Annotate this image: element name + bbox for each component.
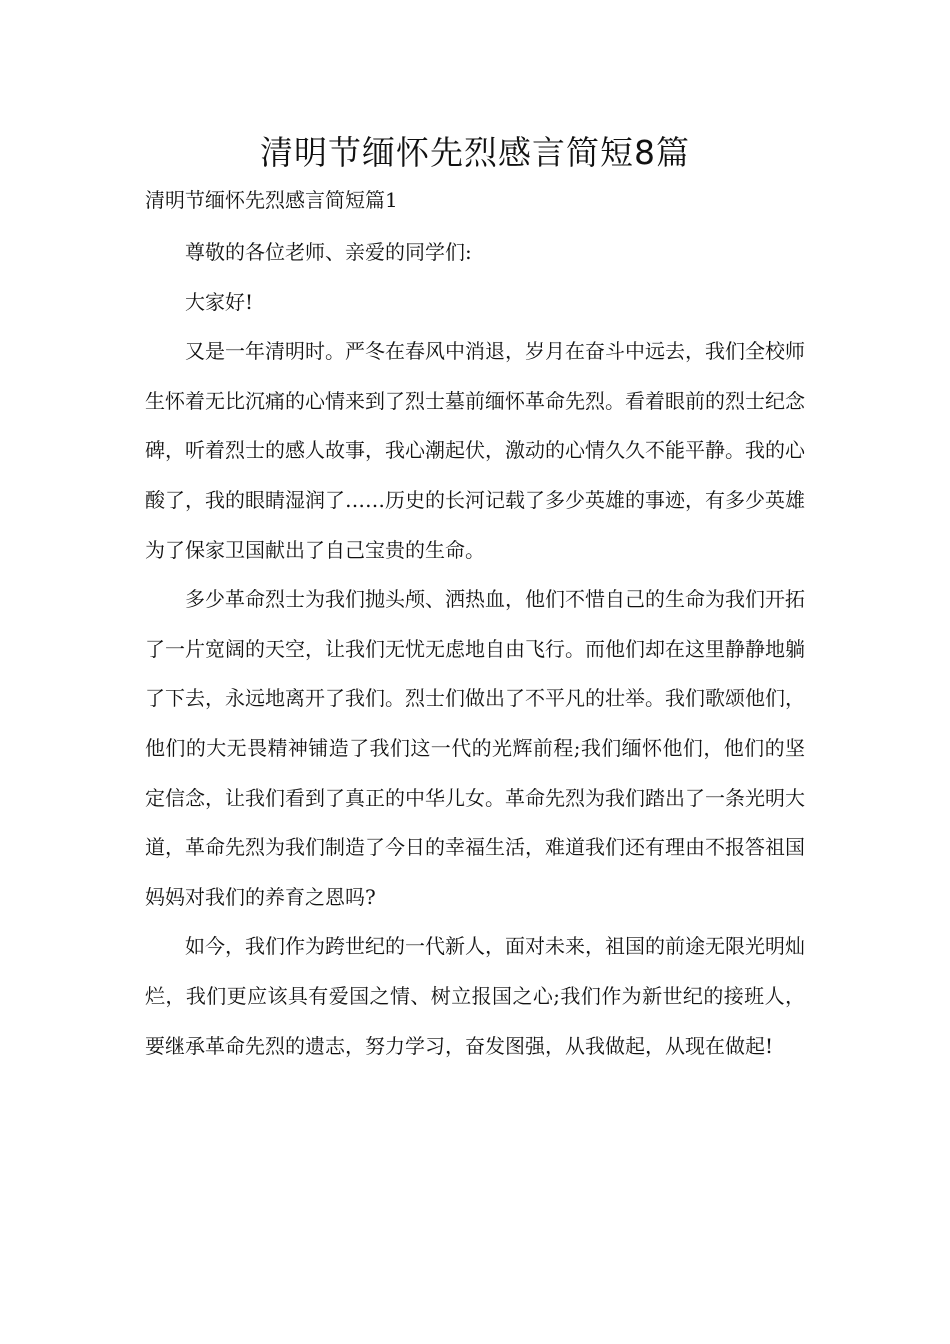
paragraph-3: 如今，我们作为跨世纪的一代新人，面对未来，祖国的前途无限光明灿烂，我们更应该具有爱国之情、树立报国之心;我们作为新世纪的接班人，要继承革命先烈的遗志，努力学习，奋发图强，从我做起，从现在做起! [145,934,805,1058]
paragraph-1: 又是一年清明时。严冬在春风中消退，岁月在奋斗中远去，我们全校师生怀着无比沉痛的心情来到了烈士墓前缅怀革命先烈。看着眼前的烈士纪念碑，听着烈士的感人故事，我心潮起伏，激动的心情久久不能平静。我的心酸了，我的眼睛湿润了……历史的长河记载了多少英雄的事迹，有多少英雄为了保家卫国献出了自己宝贵的生命。 [145,339,805,562]
section-heading: 清明节缅怀先烈感言简短篇1 [145,188,398,212]
paragraph-greeting: 尊敬的各位老师、亲爱的同学们: [185,240,472,264]
document-body [145,228,805,1071]
paragraph-2: 多少革命烈士为我们抛头颅、洒热血，他们不惜自己的生命为我们开拓了一片宽阔的天空，让我们无忧无虑地自由飞行。而他们却在这里静静地躺了下去，永远地离开了我们。烈士们做出了不平凡的壮举。我们歌颂他们，他们的大无畏精神铺造了我们这一代的光辉前程;我们缅怀他们，他们的坚定信念，让我们看到了真正的中华儿女。革命先烈为我们踏出了一条光明大道，革命先烈为我们制造了今日的幸福生活，难道我们还有理由不报答祖国妈妈对我们的养育之恩吗? [145,587,805,909]
document-title: 清明节缅怀先烈感言简短8篇 [260,133,690,172]
paragraph-hello: 大家好! [185,289,254,314]
